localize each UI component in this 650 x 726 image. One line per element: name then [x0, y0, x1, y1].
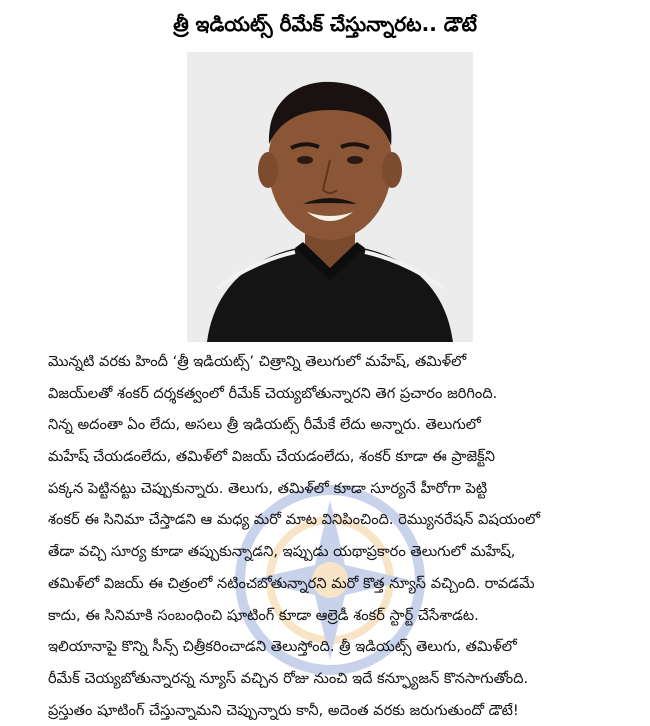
article-line: ప్రస్తుతం షూటింగ్ చేస్తున్నామని చెప్పున్నారు కానీ, అదెంత వరకు జరుగుతుందో డౌటే!	[48, 701, 519, 719]
article-line: పక్కన పెట్టినట్టు చెప్పుకున్నారు. తెలుగు, తమిళ్‌లో కూడా సూర్యనే హీరోగా పెట్టి	[48, 479, 488, 497]
article-line: శంకర్ ఈ సినిమా చేస్తాడని ఆ మధ్య మరో మాట వినిపించింది. రెమ్యునరేషన్ విషయంలో	[48, 511, 541, 529]
article-line: తేడా వచ్చి సూర్య కూడా తప్పుకున్నాడని, ఇప్పుడు యథాప్రకారం తెలుగులో మహేష్,	[48, 543, 516, 561]
article-line: మహేష్ చేయడంలేదు, తమిళ్‌లో విజయ్ చేయడంలేదు, శంకర్ కూడా ఈ ప్రాజెక్ట్‌ని	[48, 448, 496, 466]
article-line: విజయ్‌లతో శంకర్ దర్శకత్వంలో రీమేక్ చెయ్యబోతున్నారని తెగ ప్రచారం జరిగింది.	[48, 384, 498, 402]
article-line: ఇలియానాపై కొన్ని సీన్స్ చిత్రీకరించాడని తెలుస్తోంది. త్రీ ఇడియట్స్ తెలుగు, తమిళ్‌లో	[48, 638, 517, 656]
article-body	[48, 346, 628, 726]
portrait-photo	[187, 52, 473, 342]
article-line: కాదు, ఈ సినిమాకి సంబంధించి షూటింగ్ కూడా ఆల్రెడీ శంకర్ స్టార్ట్ చేసేశాడట.	[48, 606, 479, 624]
article-line: నిన్న అదంతా ఏం లేదు, అసలు త్రీ ఇడియట్స్ రీమేకే లేదు అన్నారు. తెలుగులో	[48, 416, 481, 434]
article-line: తమిళ్‌లో విజయ్ ఈ చిత్రంలో నటించబోతున్నారని మరో కొత్త న్యూస్ వచ్చింది. రావడమే	[48, 574, 535, 592]
article-headline: త్రీ ఇడియట్స్ రీమేక్ చేస్తున్నారట.. డౌటే	[173, 12, 477, 36]
portrait-icon	[187, 52, 473, 342]
article-line: మొన్నటి వరకు హిందీ ‘త్రీ ఇడియట్స్’ చిత్రాన్ని తెలుగులో మహేష్, తమిళ్‌లో	[48, 353, 467, 370]
article-line: రీమేక్ చెయ్యబోతున్నారన్న న్యూస్ వచ్చిన రోజు నుంచి ఇదే కన్ఫ్యూజన్ కొనసాగుతోంది.	[48, 669, 529, 687]
